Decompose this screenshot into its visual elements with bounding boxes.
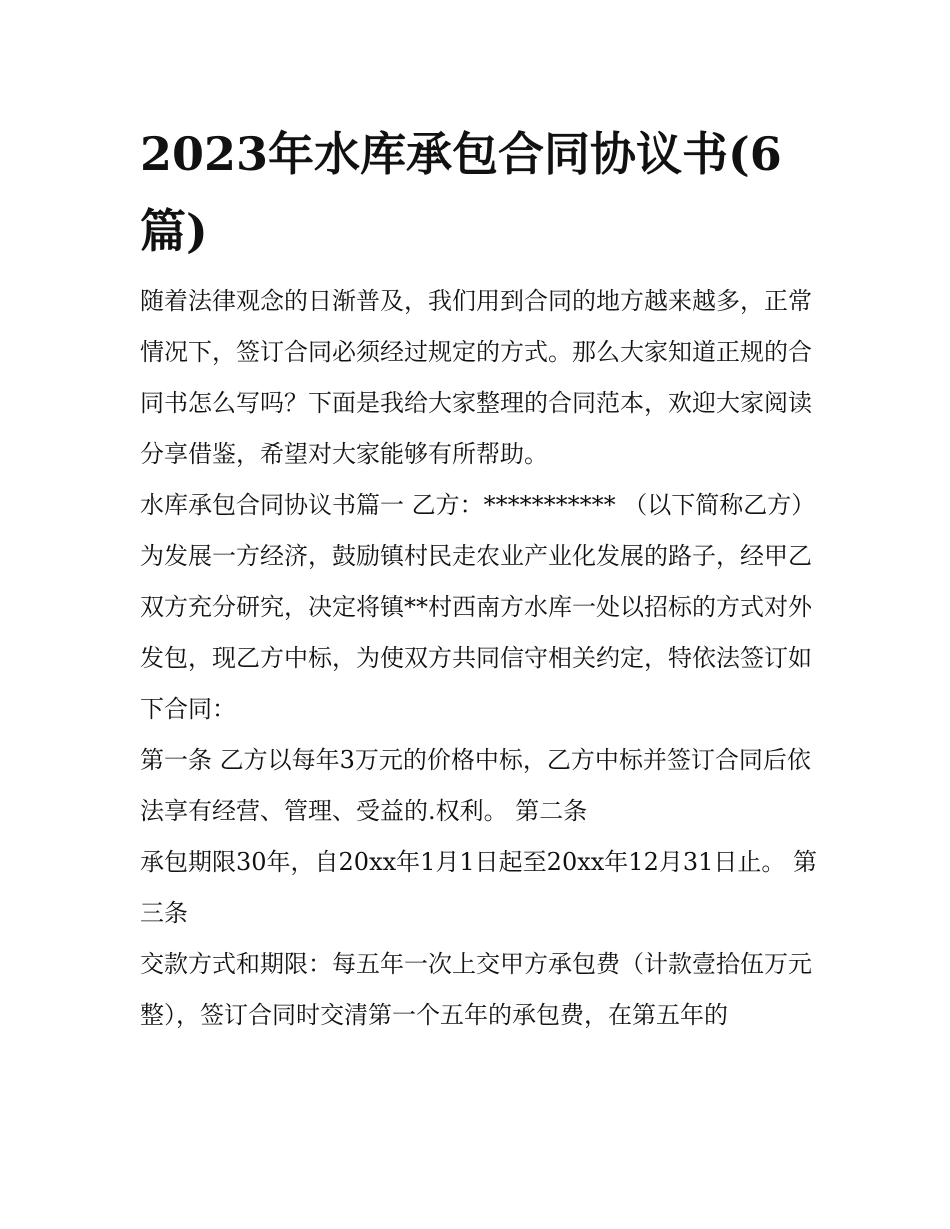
article-one-paragraph: 第一条 乙方以每年3万元的价格中标，乙方中标并签订合同后依法享有经营、管理、受益的.权利。 第二条: [140, 746, 811, 825]
article-two-paragraph: 承包期限30年，自20xx年1月1日起至20xx年12月31日止。 第三条: [140, 848, 818, 927]
document-title: 2023年水库承包合同协议书(6篇): [140, 127, 782, 258]
article-three-paragraph: 交款方式和期限：每五年一次上交甲方承包费（计款壹拾伍万元整），签订合同时交清第一个五年的承包费，在第五年的: [140, 950, 812, 1029]
contract-heading-paragraph: 水库承包合同协议书篇一 乙方：*********** （以下简称乙方）: [140, 491, 816, 519]
intro-paragraph: 随着法律观念的日渐普及，我们用到合同的地方越来越多，正常情况下，签订合同必须经过规定的方式。那么大家知道正规的合同书怎么写吗？下面是我给大家整理的合同范本，欢迎大家阅读分享借鉴，希望对大家能够有所帮助。: [140, 287, 812, 468]
purpose-paragraph: 为发展一方经济，鼓励镇村民走农业产业化发展的路子，经甲乙双方充分研究，决定将镇**村西南方水库一处以招标的方式对外发包，现乙方中标，为使双方共同信守相关约定，特依法签订如下合同：: [140, 542, 812, 723]
document-body: [140, 276, 820, 1041]
